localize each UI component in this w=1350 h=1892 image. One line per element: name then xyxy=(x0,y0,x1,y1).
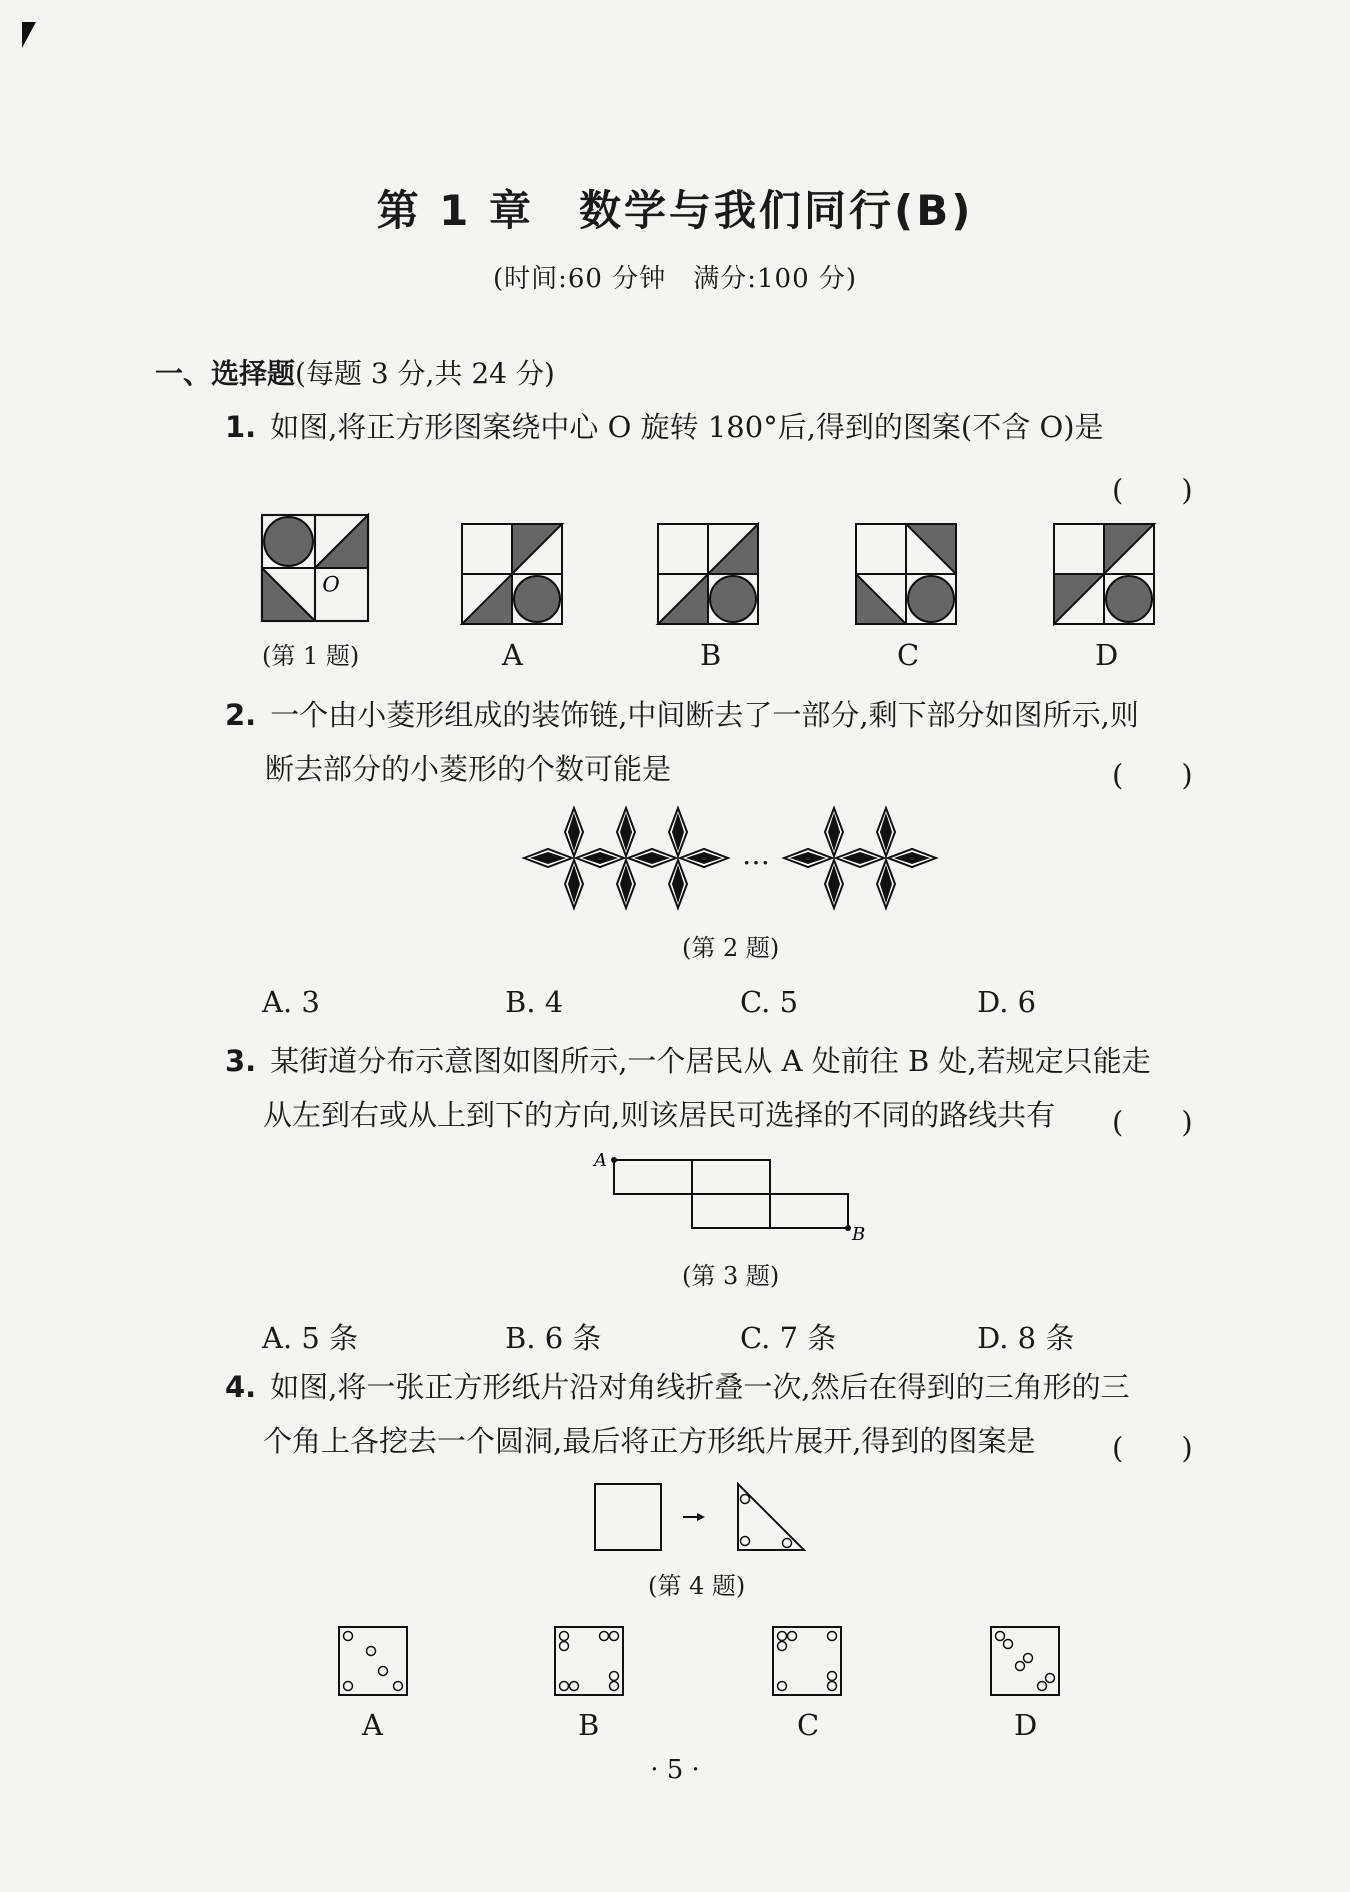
question-2 xyxy=(225,688,1205,796)
choice-b: B. 4 xyxy=(505,985,564,1019)
question-text-line2: 个角上各挖去一个圆洞,最后将正方形纸片展开,得到的图案是 xyxy=(263,1424,1036,1458)
choice-b: B. 6 条 xyxy=(505,1321,602,1355)
option-label-d: D xyxy=(1014,1708,1038,1742)
q4-option-b-figure xyxy=(554,1626,624,1696)
q1-option-d-figure xyxy=(1054,524,1154,624)
choice-c: C. 5 xyxy=(740,985,799,1019)
option-label-b: B xyxy=(700,638,722,672)
question-number: 1. xyxy=(225,410,257,444)
chain-ellipsis: … xyxy=(742,838,770,871)
q2-chain-left-figure xyxy=(522,806,732,910)
figure-caption: (第 2 题) xyxy=(682,934,780,962)
option-label-a: A xyxy=(362,1708,383,1742)
section-heading xyxy=(155,352,555,392)
section-note: (每题 3 分,共 24 分) xyxy=(295,357,555,390)
answer-bracket: ( ) xyxy=(1112,473,1193,507)
answer-bracket: ( ) xyxy=(1112,758,1193,792)
point-b-label: B xyxy=(852,1224,866,1245)
q1-option-c-figure xyxy=(856,524,956,624)
choice-d: D. 6 xyxy=(977,985,1037,1019)
section-title: 一、选择题 xyxy=(155,357,296,390)
page-number: · 5 · xyxy=(650,1755,700,1785)
time-score-info: (时间:60 分钟 满分:100 分) xyxy=(492,264,858,294)
question-text-line1: 如图,将一张正方形纸片沿对角线折叠一次,然后在得到的三角形的三 xyxy=(270,1370,1130,1404)
q4-option-d-figure xyxy=(990,1626,1060,1696)
q1-option-a-figure xyxy=(462,524,562,624)
question-3 xyxy=(225,1034,1205,1142)
chapter-title: 第 1 章 数学与我们同行(B) xyxy=(376,186,974,235)
question-number: 4. xyxy=(225,1370,257,1404)
question-text-line1: 某街道分布示意图如图所示,一个居民从 A 处前往 B 处,若规定只能走 xyxy=(270,1044,1151,1078)
option-label-c: C xyxy=(897,638,920,672)
question-4 xyxy=(225,1360,1205,1468)
choice-a: A. 5 条 xyxy=(262,1321,359,1355)
center-point-label: O xyxy=(322,571,340,597)
option-label-b: B xyxy=(578,1708,600,1742)
choice-d: D. 8 条 xyxy=(977,1321,1075,1355)
corner-registration-mark xyxy=(22,22,36,48)
question-text-line2: 从左到右或从上到下的方向,则该居民可选择的不同的路线共有 xyxy=(263,1098,1056,1132)
answer-bracket: ( ) xyxy=(1112,1105,1193,1139)
figure-caption: (第 3 题) xyxy=(682,1262,780,1290)
q4-option-a-figure xyxy=(338,1626,408,1696)
option-label-d: D xyxy=(1095,638,1119,672)
q3-street-map-figure xyxy=(590,1150,870,1245)
choice-a: A. 3 xyxy=(262,985,320,1019)
figure-caption: (第 1 题) xyxy=(262,642,360,670)
q4-fold-process-figure xyxy=(593,1482,808,1552)
q4-option-c-figure xyxy=(772,1626,842,1696)
question-number: 2. xyxy=(225,698,257,732)
option-label-a: A xyxy=(502,638,523,672)
question-1 xyxy=(225,400,1205,454)
figure-caption: (第 4 题) xyxy=(648,1572,746,1600)
choice-c: C. 7 条 xyxy=(740,1321,837,1355)
question-number: 3. xyxy=(225,1044,257,1078)
question-text-line1: 一个由小菱形组成的装饰链,中间断去了一部分,剩下部分如图所示,则 xyxy=(270,698,1139,732)
q2-chain-right-figure xyxy=(782,806,940,910)
question-text: 如图,将正方形图案绕中心 O 旋转 180°后,得到的图案(不含 O)是 xyxy=(270,410,1104,444)
question-text-line2: 断去部分的小菱形的个数可能是 xyxy=(265,752,672,786)
q1-original-figure xyxy=(262,515,368,621)
point-a-label: A xyxy=(594,1150,607,1171)
option-label-c: C xyxy=(797,1708,820,1742)
q1-option-b-figure xyxy=(658,524,758,624)
answer-bracket: ( ) xyxy=(1112,1431,1193,1465)
